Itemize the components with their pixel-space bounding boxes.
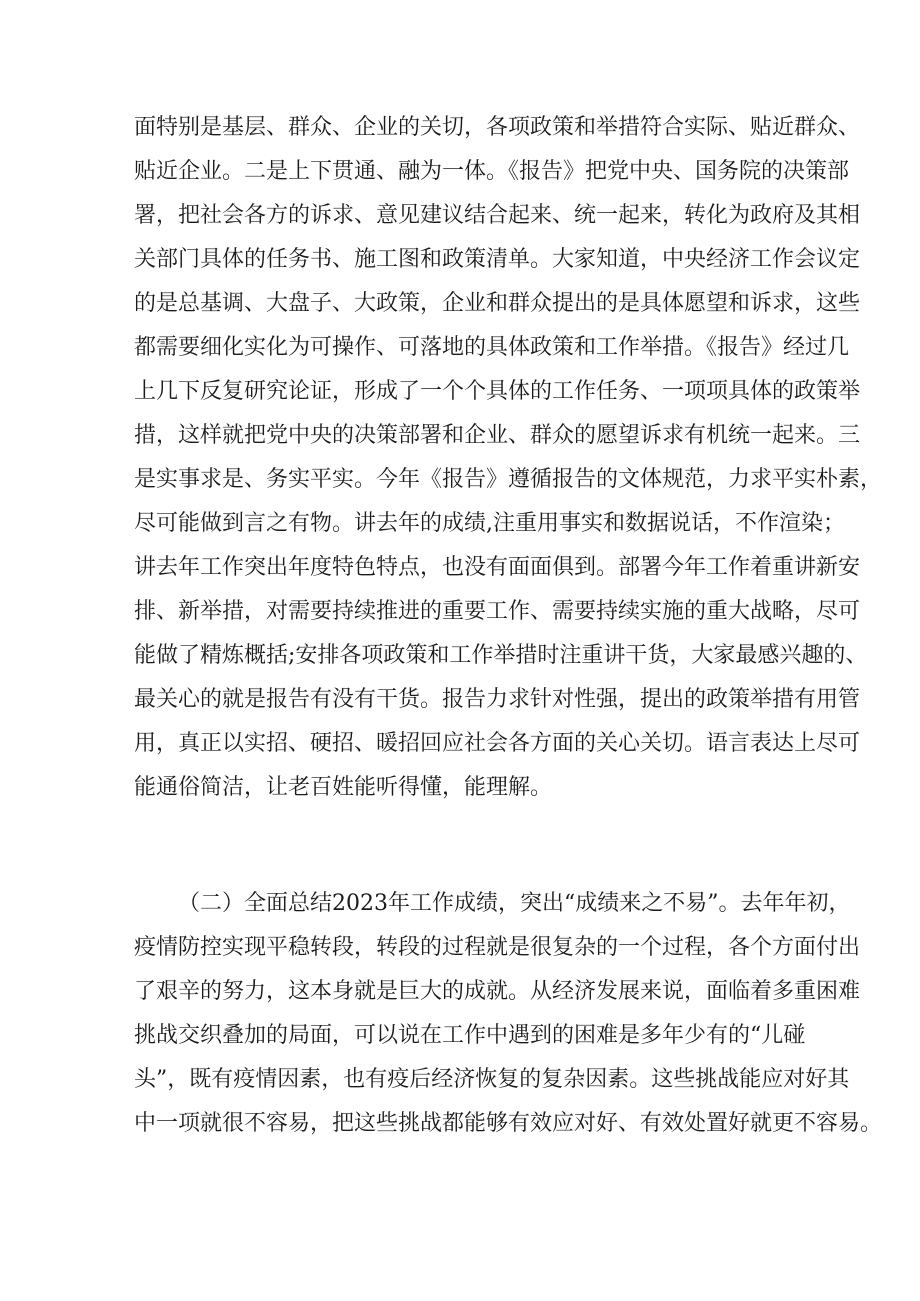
text-line: 讲去年工作突出年度特色特点，也没有面面俱到。部署今年工作着重讲新安 — [134, 555, 861, 580]
text-line: （二）全面总结2023年工作成绩，突出“成绩来之不易”。去年年初， — [178, 891, 851, 916]
text-line: 头”，既有疫情因素，也有疫后经济恢复的复杂因素。这些挑战能应对好其 — [134, 1067, 850, 1092]
paragraph-1 — [134, 106, 883, 810]
text-line: 上几下反复研究论证，形成了一个个具体的工作任务、一项项具体的政策举 — [134, 379, 861, 404]
text-line: 面特别是基层、群众、企业的关切，各项政策和举措符合实际、贴近群众、 — [134, 115, 861, 140]
text-line: 的是总基调、大盘子、大政策，企业和群众提出的是具体愿望和诉求，这些 — [134, 291, 861, 316]
text-line: 用，真正以实招、硬招、暖招回应社会各方面的关心关切。语言表达上尽可 — [134, 731, 861, 756]
text-line: 关部门具体的任务书、施工图和政策清单。大家知道，中央经济工作会议定 — [134, 247, 861, 272]
text-line: 是实事求是、务实平实。今年《报告》遵循报告的文体规范，力求平实朴素， — [134, 467, 883, 492]
text-line: 排、新举措，对需要持续推进的重要工作、需要持续实施的重大战略，尽可 — [134, 599, 861, 624]
text-line: 疫情防控实现平稳转段，转段的过程就是很复杂的一个过程，各个方面付出 — [134, 935, 861, 960]
text-line: 都需要细化实化为可操作、可落地的具体政策和工作举措。《报告》经过几 — [134, 335, 850, 360]
text-line: 署，把社会各方的诉求、意见建议结合起来、统一起来，转化为政府及其相 — [134, 203, 861, 228]
text-line: 措，这样就把党中央的决策部署和企业、群众的愿望诉求有机统一起来。三 — [134, 423, 861, 448]
text-line: 了艰辛的努力，这本身就是巨大的成就。从经济发展来说，面临着多重困难 — [134, 979, 861, 1004]
text-line: 尽可能做到言之有物。讲去年的成绩,注重用事实和数据说话，不作渲染； — [134, 511, 845, 536]
text-line: 中一项就很不容易，把这些挑战都能够有效应对好、有效处置好就更不容易。 — [134, 1111, 883, 1136]
paragraph-2 — [134, 882, 883, 1146]
text-line: 贴近企业。二是上下贯通、融为一体。《报告》把党中央、国务院的决策部 — [134, 159, 850, 184]
text-line: 能做了精炼概括;安排各项政策和工作举措时注重讲干货，大家最感兴趣的、 — [134, 643, 868, 668]
text-line: 挑战交织叠加的局面，可以说在工作中遇到的困难是多年少有的“儿碰 — [134, 1023, 806, 1048]
text-line: 能通俗简洁，让老百姓能听得懂，能理解。 — [134, 775, 553, 800]
text-line: 最关心的就是报告有没有干货。报告力求针对性强，提出的政策举措有用管 — [134, 687, 861, 712]
